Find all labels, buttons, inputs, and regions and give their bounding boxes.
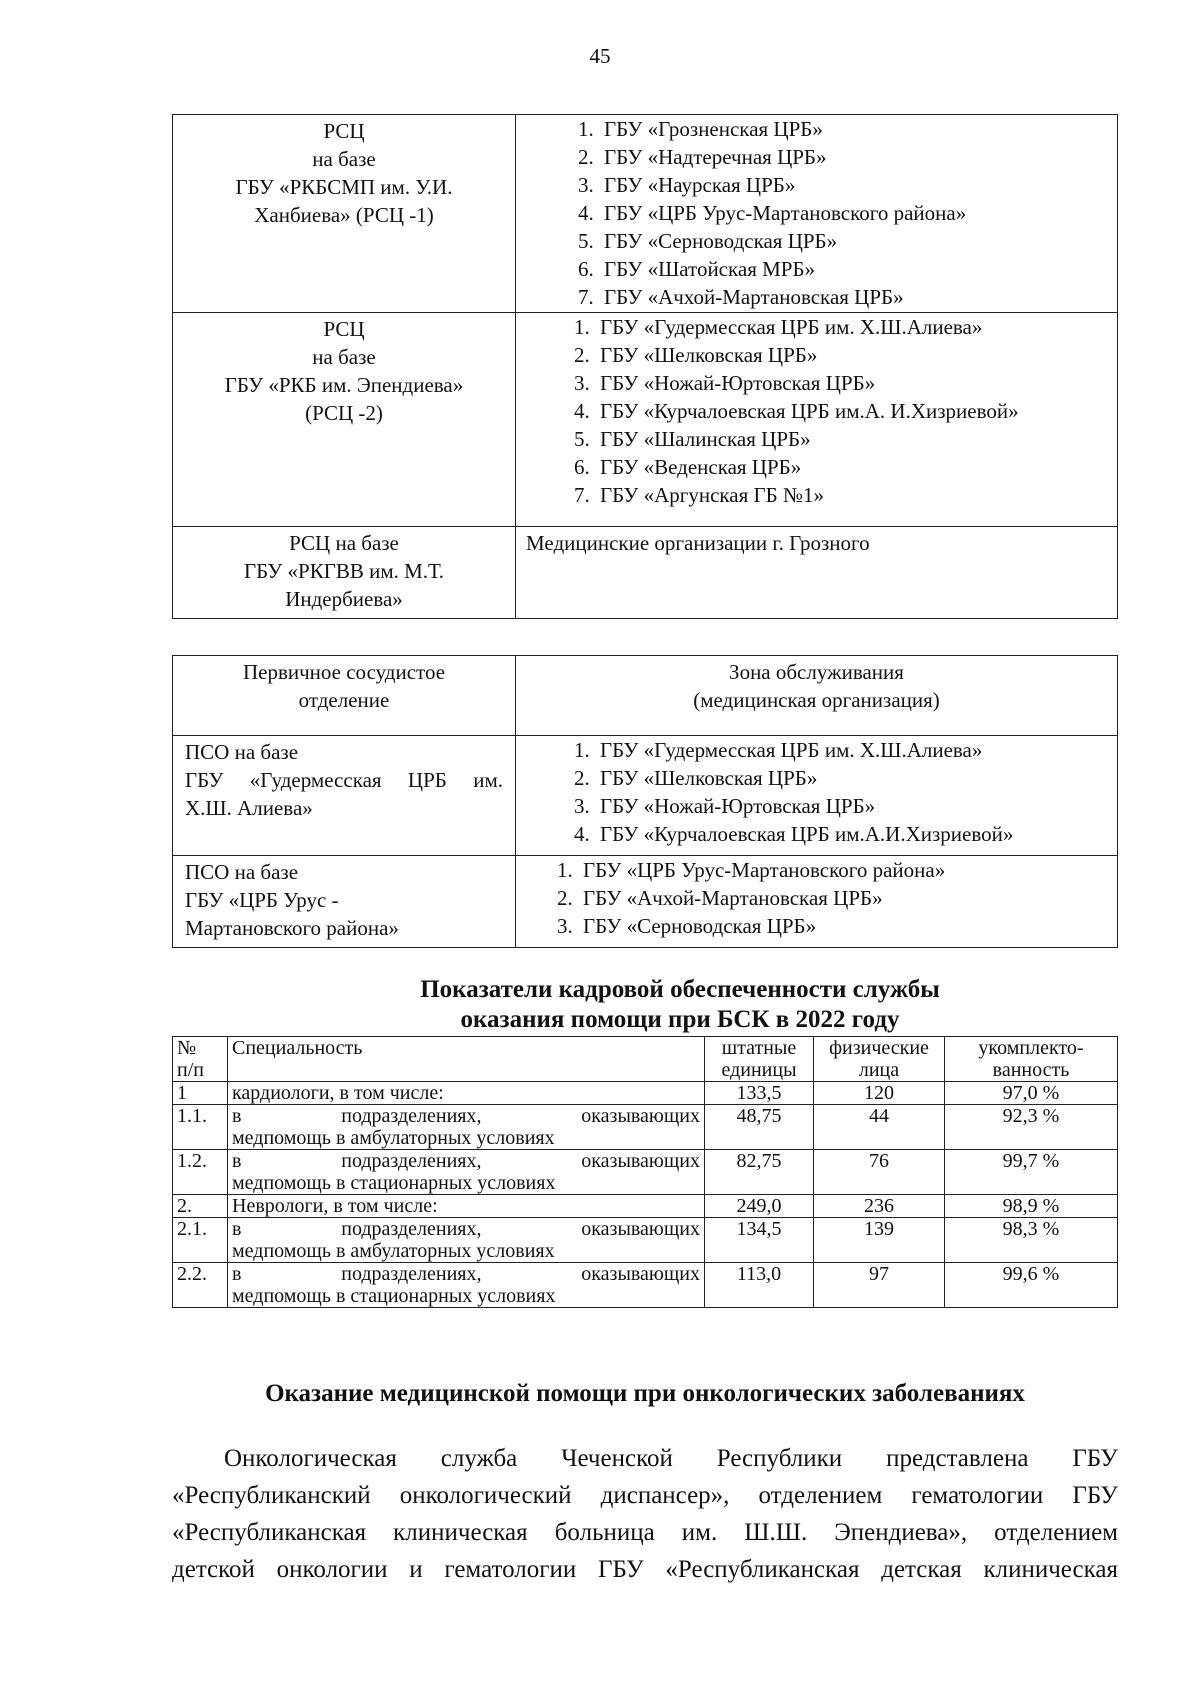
cell-line: п/п bbox=[177, 1059, 204, 1081]
table-row bbox=[173, 1105, 1118, 1150]
paragraph-line: «Республиканская клиническая больница им. Ш.Ш. Эпендиева», отделением bbox=[172, 1519, 1118, 1546]
row-staff-units: 249,0 bbox=[705, 1195, 814, 1218]
cell-line: укомплекто- bbox=[978, 1037, 1084, 1059]
paragraph-line: «Республиканский онкологический диспансер», отделением гематологии ГБУ bbox=[172, 1482, 1118, 1509]
row-staffing: 97,0 % bbox=[945, 1082, 1118, 1105]
pso-center-cell bbox=[173, 856, 516, 948]
pso-zone-cell bbox=[516, 856, 1118, 948]
row-persons: 76 bbox=[814, 1150, 945, 1195]
rsc-center-cell bbox=[173, 115, 516, 313]
list-item: 7. ГБУ «Ачхой-Мартановская ЦРБ» bbox=[599, 283, 1111, 311]
row-specialty: кардиологи, в том числе: bbox=[228, 1082, 705, 1105]
row-specialty: Неврологи, в том числе: bbox=[228, 1195, 705, 1218]
list-item: 4. ГБУ «Курчалоевская ЦРБ им.А.И.Хизриевой» bbox=[595, 820, 1117, 848]
row-number: 1.1. bbox=[173, 1105, 228, 1150]
list-item: 1. ГБУ «ЦРБ Урус-Мартановского района» bbox=[578, 856, 1117, 884]
header-staffing bbox=[945, 1037, 1118, 1082]
table-row bbox=[173, 313, 1118, 527]
cell-line: ГБУ «Гудермесская ЦРБ им. bbox=[185, 768, 503, 792]
cell-line: медпомощь в амбулаторных условиях bbox=[232, 1127, 555, 1149]
row-staffing: 92,3 % bbox=[945, 1105, 1118, 1150]
cell-line: Зона обслуживания bbox=[729, 660, 904, 684]
row-staff-units: 82,75 bbox=[705, 1150, 814, 1195]
rsc-table bbox=[172, 114, 1118, 619]
cell-line: № bbox=[177, 1037, 197, 1059]
cell-line: ПСО на базе bbox=[185, 860, 299, 884]
header-staff-units bbox=[705, 1037, 814, 1082]
cell-line: лица bbox=[858, 1059, 900, 1081]
word: в bbox=[232, 1218, 242, 1240]
row-staffing: 99,7 % bbox=[945, 1150, 1118, 1195]
zone-list bbox=[516, 115, 1111, 311]
word: подразделениях, bbox=[341, 1263, 482, 1285]
pso-header-left bbox=[173, 656, 516, 736]
row-specialty bbox=[228, 1150, 705, 1195]
row-staffing: 99,6 % bbox=[945, 1263, 1118, 1308]
cell-line: на базе bbox=[312, 345, 376, 369]
oncology-section-title: Оказание медицинской помощи при онкологических заболеваниях bbox=[265, 1380, 1025, 1407]
header-persons bbox=[814, 1037, 945, 1082]
cell-line: ГБУ «РКБСМП им. У.И. bbox=[235, 175, 453, 199]
row-staff-units: 133,5 bbox=[705, 1082, 814, 1105]
cell-line: ПСО на базе bbox=[185, 740, 299, 764]
list-item: 2. ГБУ «Шелковская ЦРБ» bbox=[595, 764, 1117, 792]
list-item: 3. ГБУ «Ножай-Юртовская ЦРБ» bbox=[595, 369, 1111, 397]
word: оказывающих bbox=[581, 1105, 700, 1127]
cell-line bbox=[232, 1105, 700, 1127]
paragraph-line: детской онкологии и гематологии ГБУ «Республиканская детская клиническая bbox=[172, 1556, 1118, 1583]
cell-line: РСЦ на базе bbox=[289, 531, 399, 555]
table-row bbox=[173, 736, 1118, 856]
row-number: 1 bbox=[173, 1082, 228, 1105]
cell-line: на базе bbox=[312, 147, 376, 171]
list-item: 1. ГБУ «Грозненская ЦРБ» bbox=[599, 115, 1111, 143]
list-item: 4. ГБУ «Курчалоевская ЦРБ им.А. И.Хизриевой» bbox=[595, 397, 1111, 425]
cell-line: медпомощь в стационарных условиях bbox=[232, 1285, 556, 1307]
staff-table bbox=[172, 1036, 1118, 1308]
pso-header-right bbox=[516, 656, 1118, 736]
list-item: 2. ГБУ «Надтеречная ЦРБ» bbox=[599, 143, 1111, 171]
list-item: 1. ГБУ «Гудермесская ЦРБ им. Х.Ш.Алиева» bbox=[595, 313, 1111, 341]
row-staffing: 98,3 % bbox=[945, 1218, 1118, 1263]
list-item: 7. ГБУ «Аргунская ГБ №1» bbox=[595, 481, 1111, 509]
row-number: 2.1. bbox=[173, 1218, 228, 1263]
cell-line: Первичное сосудистое bbox=[242, 660, 446, 684]
word: оказывающих bbox=[581, 1263, 700, 1285]
word: в bbox=[232, 1263, 242, 1285]
cell-line: Ханбиева» (РСЦ -1) bbox=[254, 203, 434, 227]
list-item: 1. ГБУ «Гудермесская ЦРБ им. Х.Ш.Алиева» bbox=[595, 736, 1117, 764]
cell-line: РСЦ bbox=[323, 119, 365, 143]
list-item: 6. ГБУ «Веденская ЦРБ» bbox=[595, 453, 1111, 481]
paragraph-line: Онкологическая служба Чеченской Республики представлена ГБУ bbox=[224, 1445, 1118, 1472]
cell-line: ГБУ «ЦРБ Урус - bbox=[185, 888, 339, 912]
row-staff-units: 134,5 bbox=[705, 1218, 814, 1263]
row-persons: 139 bbox=[814, 1218, 945, 1263]
rsc-zone-cell bbox=[516, 115, 1118, 313]
row-persons: 236 bbox=[814, 1195, 945, 1218]
cell-line: единицы bbox=[721, 1059, 797, 1081]
row-specialty bbox=[228, 1263, 705, 1308]
cell-line: медпомощь в амбулаторных условиях bbox=[232, 1240, 555, 1262]
cell-line: медпомощь в стационарных условиях bbox=[232, 1172, 556, 1194]
rsc-center-cell bbox=[173, 313, 516, 527]
table-row bbox=[173, 1263, 1118, 1308]
list-item: 5. ГБУ «Серноводская ЦРБ» bbox=[599, 227, 1111, 255]
zone-list bbox=[516, 313, 1111, 509]
cell-line: Индербиева» bbox=[285, 587, 403, 611]
list-item: 3. ГБУ «Ножай-Юртовская ЦРБ» bbox=[595, 792, 1117, 820]
word: оказывающих bbox=[581, 1218, 700, 1240]
rsc-zone-cell bbox=[516, 313, 1118, 527]
row-persons: 120 bbox=[814, 1082, 945, 1105]
row-staff-units: 48,75 bbox=[705, 1105, 814, 1150]
cell-line: Мартановского района» bbox=[185, 916, 399, 940]
row-persons: 44 bbox=[814, 1105, 945, 1150]
rsc-zone-cell: Медицинские организации г. Грозного bbox=[516, 527, 1118, 619]
word: подразделениях, bbox=[341, 1150, 482, 1172]
row-specialty bbox=[228, 1105, 705, 1150]
row-persons: 97 bbox=[814, 1263, 945, 1308]
cell-line: (РСЦ -2) bbox=[305, 401, 383, 425]
cell-line: ГБУ «РКБ им. Эпендиева» bbox=[224, 373, 464, 397]
cell-line: Х.Ш. Алиева» bbox=[185, 796, 313, 820]
row-number: 2. bbox=[173, 1195, 228, 1218]
row-specialty bbox=[228, 1218, 705, 1263]
word: в bbox=[232, 1150, 242, 1172]
header-specialty: Специальность bbox=[228, 1037, 705, 1082]
table-row bbox=[173, 527, 1118, 619]
cell-line: РСЦ bbox=[323, 317, 365, 341]
cell-line: штатные bbox=[721, 1037, 797, 1059]
header-number bbox=[173, 1037, 228, 1082]
rsc-center-cell bbox=[173, 527, 516, 619]
cell-line: отделение bbox=[298, 688, 390, 712]
heading-line: Показатели кадровой обеспеченности службы bbox=[420, 976, 940, 1003]
table-row bbox=[173, 1150, 1118, 1195]
table-row bbox=[173, 1218, 1118, 1263]
list-item: 2. ГБУ «Ачхой-Мартановская ЦРБ» bbox=[578, 884, 1117, 912]
table-row bbox=[173, 115, 1118, 313]
list-item: 5. ГБУ «Шалинская ЦРБ» bbox=[595, 425, 1111, 453]
pso-zone-cell bbox=[516, 736, 1118, 856]
row-staff-units: 113,0 bbox=[705, 1263, 814, 1308]
row-staffing: 98,9 % bbox=[945, 1195, 1118, 1218]
word: оказывающих bbox=[581, 1150, 700, 1172]
cell-line: ванность bbox=[992, 1059, 1070, 1081]
cell-line: физические bbox=[829, 1037, 929, 1059]
table-header-row bbox=[173, 656, 1118, 736]
list-item: 3. ГБУ «Наурская ЦРБ» bbox=[599, 171, 1111, 199]
list-item: 2. ГБУ «Шелковская ЦРБ» bbox=[595, 341, 1111, 369]
table-row bbox=[173, 856, 1118, 948]
word: подразделениях, bbox=[341, 1218, 482, 1240]
cell-line bbox=[232, 1263, 700, 1285]
page-number: 45 bbox=[589, 44, 611, 68]
list-item: 6. ГБУ «Шатойская МРБ» bbox=[599, 255, 1111, 283]
list-item: 4. ГБУ «ЦРБ Урус-Мартановского района» bbox=[599, 199, 1111, 227]
zone-list bbox=[516, 856, 1117, 940]
oncology-paragraph bbox=[172, 1440, 1118, 1588]
row-number: 1.2. bbox=[173, 1150, 228, 1195]
heading-line: оказания помощи при БСК в 2022 году bbox=[460, 1006, 900, 1033]
list-item: 3. ГБУ «Серноводская ЦРБ» bbox=[578, 912, 1117, 940]
cell-line bbox=[232, 1218, 700, 1240]
row-number: 2.2. bbox=[173, 1263, 228, 1308]
cell-line: ГБУ «РКГВВ им. М.Т. bbox=[243, 559, 445, 583]
cell-line: (медицинская организация) bbox=[693, 688, 940, 712]
word: в bbox=[232, 1105, 242, 1127]
cell-line bbox=[232, 1150, 700, 1172]
zone-list bbox=[516, 736, 1117, 848]
table-row bbox=[173, 1195, 1118, 1218]
table-row bbox=[173, 1082, 1118, 1105]
table-header-row bbox=[173, 1037, 1118, 1082]
staff-table-heading bbox=[0, 975, 1200, 1035]
pso-center-cell bbox=[173, 736, 516, 856]
word: подразделениях, bbox=[341, 1105, 482, 1127]
pso-table bbox=[172, 655, 1118, 948]
